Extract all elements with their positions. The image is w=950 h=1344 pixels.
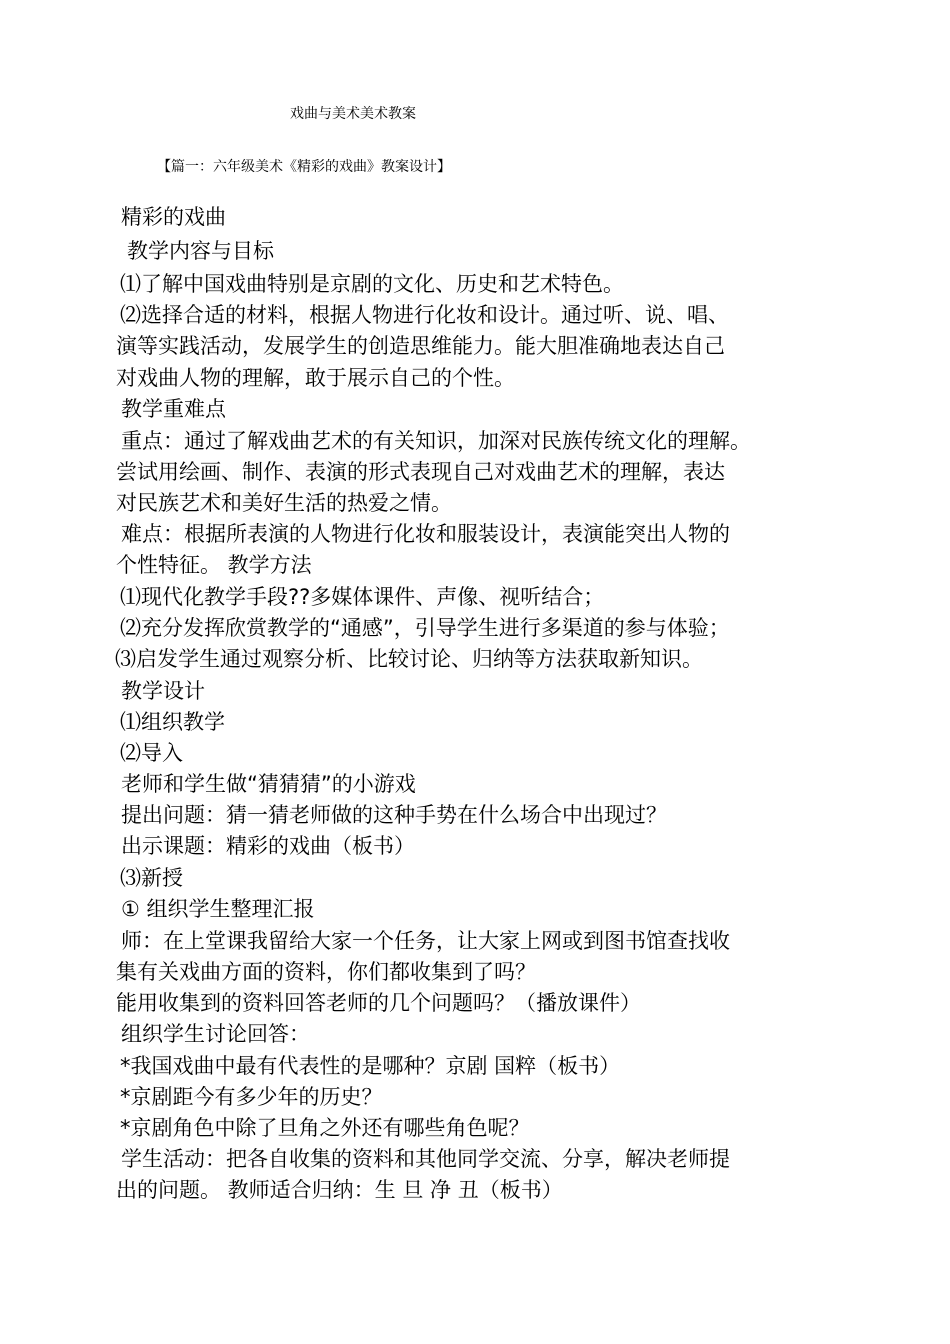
text-line: 精彩的戏曲 bbox=[121, 205, 226, 229]
text-line: 集有关戏曲方面的资料，你们都收集到了吗？ bbox=[116, 960, 536, 984]
text-line: 师：在上堂课我留给大家一个任务，让大家上网或到图书馆查找收 bbox=[121, 929, 730, 953]
text-line: *京剧角色中除了旦角之外还有哪些角色呢？ bbox=[120, 1116, 530, 1140]
text-line: ⑴组织教学 bbox=[120, 710, 225, 734]
text-line: 难点：根据所表演的人物进行化妆和服装设计，表演能突出人物的 bbox=[121, 522, 730, 546]
text-line: 组织学生讨论回答： bbox=[121, 1022, 310, 1046]
text-line: ⑵选择合适的材料，根据人物进行化妆和设计。通过听、说、唱、 bbox=[120, 303, 729, 327]
document-title: 戏曲与美术美术教案 bbox=[290, 106, 416, 122]
text-line: *京剧距今有多少年的历史？ bbox=[120, 1085, 383, 1109]
text-line: 尝试用绘画、制作、表演的形式表现自己对戏曲艺术的理解，表达 bbox=[116, 460, 725, 484]
text-line: ⑵充分发挥欣赏教学的“通感”，引导学生进行多渠道的参与体验； bbox=[120, 616, 730, 640]
text-line: 教学内容与目标 bbox=[127, 239, 274, 263]
text-line: ⑶启发学生通过观察分析、比较讨论、归纳等方法获取新知识。 bbox=[115, 647, 703, 671]
text-line: ⑴现代化教学手段??多媒体课件、声像、视听结合； bbox=[120, 585, 605, 609]
text-line: ⑵导入 bbox=[120, 741, 183, 765]
document-subtitle: 【篇一：六年级美术《精彩的戏曲》教案设计】 bbox=[157, 159, 451, 175]
text-line: *我国戏曲中最有代表性的是哪种？京剧 国粹（板书） bbox=[120, 1054, 621, 1078]
text-line: 出的问题。 教师适合归纳：生 旦 净 丑（板书） bbox=[116, 1178, 563, 1202]
text-line: 对戏曲人物的理解，敢于展示自己的个性。 bbox=[116, 366, 515, 390]
text-line: 个性特征。 教学方法 bbox=[116, 553, 312, 577]
text-line: ⑴了解中国戏曲特别是京剧的文化、历史和艺术特色。 bbox=[120, 272, 624, 296]
text-line: ⑶新授 bbox=[120, 866, 183, 890]
text-line: 演等实践活动，发展学生的创造思维能力。能大胆准确地表达自己 bbox=[116, 334, 725, 358]
text-line: 出示课题：精彩的戏曲（板书） bbox=[121, 834, 415, 858]
text-line: 教学设计 bbox=[121, 679, 205, 703]
text-line: 教学重难点 bbox=[121, 397, 226, 421]
text-line: 提出问题：猜一猜老师做的这种手势在什么场合中出现过？ bbox=[121, 803, 667, 827]
text-line: ① 组织学生整理汇报 bbox=[121, 897, 315, 921]
text-line: 学生活动：把各自收集的资料和其他同学交流、分享，解决老师提 bbox=[121, 1147, 730, 1171]
text-line: 重点：通过了解戏曲艺术的有关知识，加深对民族传统文化的理解。 bbox=[121, 429, 751, 453]
text-line: 对民族艺术和美好生活的热爱之情。 bbox=[116, 491, 452, 515]
text-line: 能用收集到的资料回答老师的几个问题吗？（播放课件） bbox=[116, 991, 641, 1015]
text-line: 老师和学生做“猜猜猜”的小游戏 bbox=[121, 772, 416, 796]
